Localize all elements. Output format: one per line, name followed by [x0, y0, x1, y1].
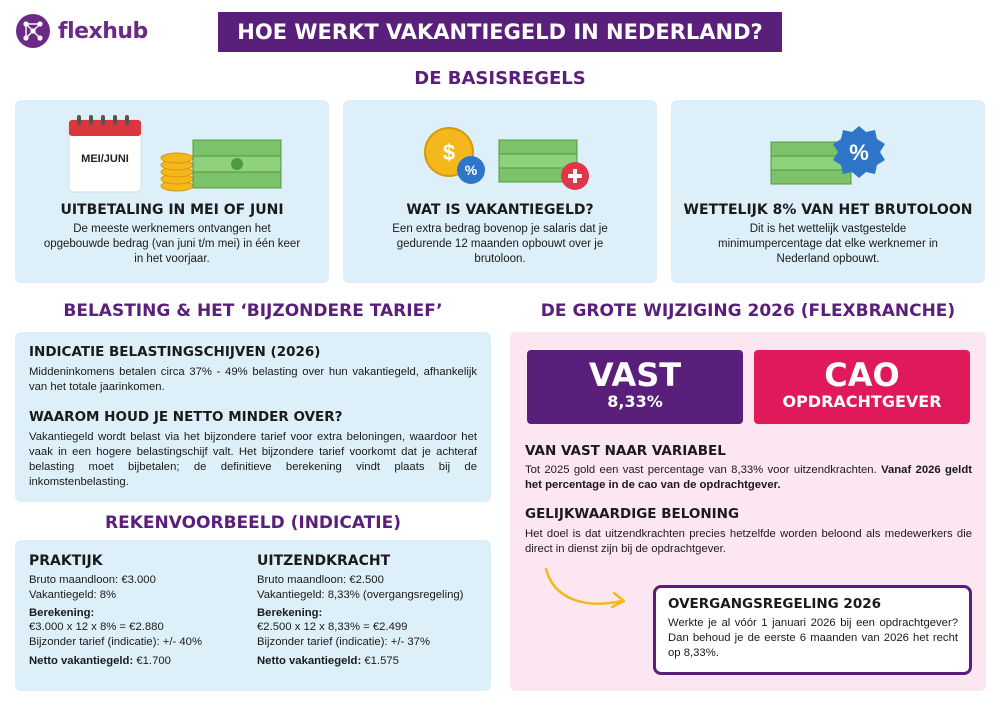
- example-right-netto: [257, 654, 485, 670]
- tax-heading-2: WAAROM HOUD JE NETTO MINDER OVER?: [29, 409, 343, 425]
- change-text-1: [525, 463, 972, 493]
- cao-small: OPDRACHTGEVER: [782, 392, 942, 411]
- netto-value: €1.575: [364, 654, 399, 667]
- section-title-example: REKENVOORBEELD (INDICATIE): [105, 513, 401, 533]
- example-left: [29, 554, 249, 669]
- cao-badge: [754, 350, 970, 424]
- curved-arrow-icon: [540, 565, 635, 615]
- tax-heading-1: INDICATIE BELASTINGSCHIJVEN (2026): [29, 344, 321, 360]
- svg-text:%: %: [464, 162, 478, 178]
- example-right-holiday: Vakantiegeld: 8,33% (overgangsregeling): [257, 589, 464, 601]
- section-title-change: DE GROTE WIJZIGING 2026 (FLEXBRANCHE): [540, 301, 956, 321]
- card-text: De meeste werknemers ontvangen het opgebouwde bedrag (van juni t/m mei) in één keer in het voorjaar.: [43, 223, 301, 265]
- vast-badge: [527, 350, 743, 424]
- example-right-tarief: Bijzonder tarief (indicatie): +/- 37%: [257, 636, 430, 648]
- svg-text:$: $: [442, 140, 456, 165]
- card-text: Dit is het wettelijk vastgestelde minimumpercentage dat elke werknemer in Nederland opbouwt.: [718, 223, 938, 265]
- basics-card-payout: [15, 100, 329, 283]
- svg-text:%: %: [849, 140, 869, 165]
- transition-text: Werkte je al vóór 1 januari 2026 bij een opdrachtgever? Dan behoud je de eerste 6 maanden van 2026 het recht op 8,33%.: [668, 617, 958, 659]
- example-box: [15, 540, 491, 691]
- tax-text-1: Middeninkomens betalen circa 37% - 49% belasting over hun vakantiegeld, afhankelijk van het totale jaarinkomen.: [29, 366, 477, 393]
- example-right-salary: Bruto maandloon: €2.500: [257, 573, 384, 586]
- basics-card-what: [343, 100, 657, 283]
- money-percent-icon: [767, 120, 887, 192]
- tax-box: [15, 332, 491, 502]
- brand-logo: [16, 14, 148, 48]
- section-title-basics: DE BASISREGELS: [414, 68, 586, 89]
- netto-value: €1.700: [136, 654, 171, 667]
- change-text-2: Het doel is dat uitzendkrachten precies hetzelfde worden beloond als medewerkers die direct in dienst zijn bij de opdrachtgever.: [525, 528, 972, 555]
- transition-heading: OVERGANGSREGELING 2026: [668, 596, 882, 612]
- card-heading: WETTELIJK 8% VAN HET BRUTOLOON: [683, 202, 973, 218]
- change-heading-2: GELIJKWAARDIGE BELONING: [525, 506, 740, 522]
- change-heading-1: VAN VAST NAAR VARIABEL: [525, 443, 726, 459]
- example-right-calc: €2.500 x 12 x 8,33% = €2.499: [257, 620, 408, 633]
- example-left-salary: Bruto maandloon: €3.000: [29, 573, 156, 586]
- page-title: HOE WERKT VAKANTIEGELD IN NEDERLAND?: [218, 12, 782, 52]
- network-icon: [16, 14, 50, 48]
- example-left-calc: €3.000 x 12 x 8% = €2.880: [29, 620, 164, 633]
- example-left-heading: PRAKTIJK: [29, 553, 103, 569]
- card-heading: UITBETALING IN MEI OF JUNI: [60, 202, 284, 218]
- example-right-heading: UITZENDKRACHT: [257, 553, 391, 569]
- example-left-tarief: Bijzonder tarief (indicatie): +/- 40%: [29, 636, 202, 648]
- cao-big: CAO: [824, 356, 900, 394]
- example-left-netto: [29, 654, 249, 670]
- example-right-calc-label: Berekening:: [257, 606, 323, 619]
- netto-label: Netto vakantiegeld:: [29, 654, 134, 667]
- example-right: [257, 554, 485, 669]
- calendar-money-icon: [67, 114, 297, 200]
- calendar-label: MEI/JUNI: [81, 153, 129, 165]
- coin-money-plus-icon: [423, 122, 593, 194]
- example-left-holiday: Vakantiegeld: 8%: [29, 589, 117, 601]
- section-title-tax: BELASTING & HET ‘BIJZONDERE TARIEF’: [63, 301, 443, 321]
- brand-name: flexhub: [58, 18, 148, 44]
- card-text: Een extra bedrag bovenop je salaris dat je gedurende 12 maanden opbouwt over je brutoloon.: [392, 223, 608, 265]
- change-text-1-bold: Vanaf 2026 geldt het percentage in de cao van de opdrachtgever.: [525, 464, 972, 491]
- vast-small: 8,33%: [607, 392, 663, 411]
- basics-card-legal: [671, 100, 985, 283]
- change-text-1-normal: Tot 2025 gold een vast percentage van 8,33% voor uitzendkrachten.: [525, 464, 882, 476]
- netto-label: Netto vakantiegeld:: [257, 654, 362, 667]
- card-heading: WAT IS VAKANTIEGELD?: [406, 202, 594, 218]
- tax-text-2: Vakantiegeld wordt belast via het bijzondere tarief voor extra beloningen, waardoor het vaak in een hogere belastingschijf valt. Het bijzondere tarief voorkomt dat je achteraf belasting moet bijbetalen; de definitieve berekening vindt plaats bij de inkomstenbelasting.: [29, 431, 477, 488]
- transition-box: [653, 585, 972, 675]
- example-left-calc-label: Berekening:: [29, 606, 95, 619]
- vast-big: VAST: [588, 356, 682, 394]
